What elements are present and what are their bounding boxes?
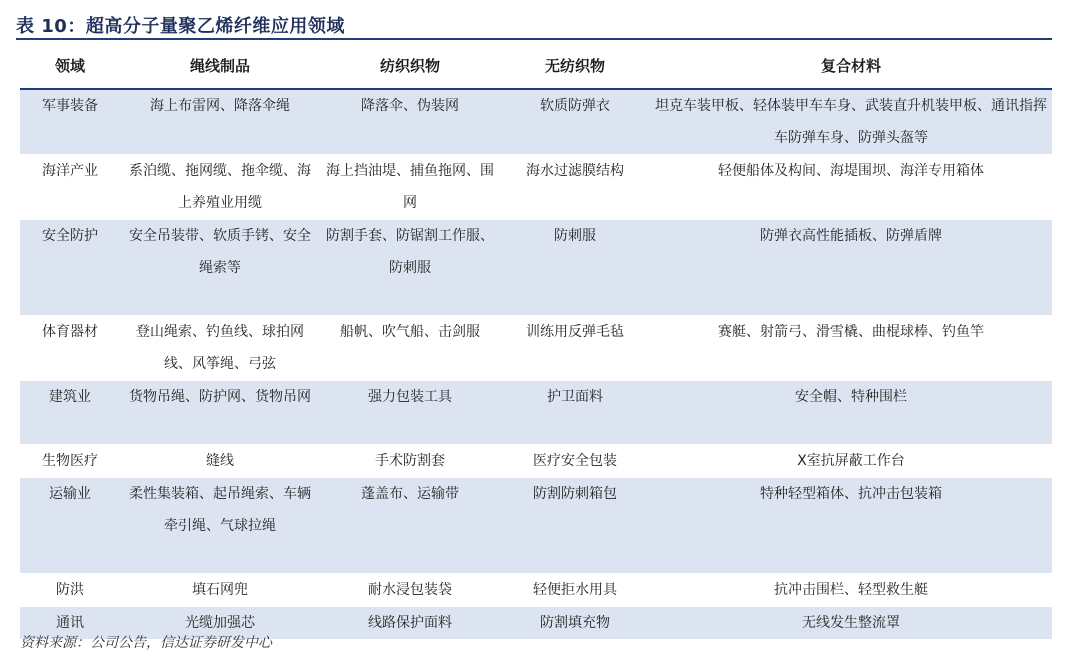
table-cell: 医疗安全包装 — [500, 445, 650, 478]
table-row — [20, 381, 1052, 445]
table-cell: 生物医疗 — [20, 445, 120, 478]
table-cell: 防刺服 — [500, 220, 650, 316]
table-cell: 坦克车装甲板、轻体装甲车车身、武装直升机装甲板、通讯指挥车防弹车身、防弹头盔等 — [650, 89, 1052, 155]
table-cell: 系泊缆、拖网缆、拖伞缆、海上养殖业用缆 — [120, 155, 320, 220]
table-cell: 耐水浸包装袋 — [320, 574, 500, 607]
table-row — [20, 155, 1052, 220]
header-rope: 绳线制品 — [120, 42, 320, 89]
table-cell: 护卫面料 — [500, 381, 650, 445]
table-cell: 填石网兜 — [120, 574, 320, 607]
table-cell: 防割填充物 — [500, 607, 650, 640]
table-cell: 无线发生整流罩 — [650, 607, 1052, 640]
table-cell: 海洋产业 — [20, 155, 120, 220]
table-cell: 强力包装工具 — [320, 381, 500, 445]
header-row — [20, 42, 1052, 89]
table-cell: 防弹衣高性能插板、防弹盾牌 — [650, 220, 1052, 316]
table-cell: 海上挡油堤、捕鱼拖网、围网 — [320, 155, 500, 220]
table-cell: 柔性集装箱、起吊绳索、车辆牵引绳、气球拉绳 — [120, 478, 320, 574]
table-cell: 缝线 — [120, 445, 320, 478]
table-cell: 防割手套、防锯割工作服、防刺服 — [320, 220, 500, 316]
title-rule — [16, 38, 1052, 40]
table-cell: X室抗屏蔽工作台 — [650, 445, 1052, 478]
table-cell: 训练用反弹毛毡 — [500, 316, 650, 381]
table-cell: 体育器材 — [20, 316, 120, 381]
table-cell: 货物吊绳、防护网、货物吊网 — [120, 381, 320, 445]
table-cell: 安全防护 — [20, 220, 120, 316]
header-field: 领域 — [20, 42, 120, 89]
table-row — [20, 316, 1052, 381]
table-cell: 登山绳索、钓鱼线、球拍网线、风筝绳、弓弦 — [120, 316, 320, 381]
table-cell: 安全帽、特种围栏 — [650, 381, 1052, 445]
source-note: 资料来源：公司公告，信达证券研发中心 — [20, 635, 272, 651]
table-cell: 赛艇、射箭弓、滑雪橇、曲棍球棒、钓鱼竿 — [650, 316, 1052, 381]
table-cell: 防洪 — [20, 574, 120, 607]
table-cell: 软质防弹衣 — [500, 89, 650, 155]
table-cell: 海上布雷网、降落伞绳 — [120, 89, 320, 155]
table-cell: 手术防割套 — [320, 445, 500, 478]
header-nonwoven: 无纺织物 — [500, 42, 650, 89]
table-cell: 安全吊装带、软质手铐、安全绳索等 — [120, 220, 320, 316]
table-row — [20, 574, 1052, 607]
table-cell: 线路保护面料 — [320, 607, 500, 640]
header-woven: 纺织织物 — [320, 42, 500, 89]
table-cell: 蓬盖布、运输带 — [320, 478, 500, 574]
table-cell: 轻便拒水用具 — [500, 574, 650, 607]
table-cell: 运输业 — [20, 478, 120, 574]
table-cell: 轻便船体及构间、海堤围坝、海洋专用箱体 — [650, 155, 1052, 220]
table-row — [20, 89, 1052, 155]
table-title: 表 10：超高分子量聚乙烯纤维应用领域 — [16, 16, 345, 37]
table-row — [20, 478, 1052, 574]
header-composite: 复合材料 — [650, 42, 1052, 89]
table-cell: 抗冲击围栏、轻型救生艇 — [650, 574, 1052, 607]
table-cell: 通讯 — [20, 607, 120, 640]
table-cell: 降落伞、伪装网 — [320, 89, 500, 155]
table-cell: 建筑业 — [20, 381, 120, 445]
application-table — [20, 42, 1052, 639]
table-cell: 光缆加强芯 — [120, 607, 320, 640]
table-cell: 防割防刺箱包 — [500, 478, 650, 574]
table-cell: 特种轻型箱体、抗冲击包装箱 — [650, 478, 1052, 574]
table-cell: 船帆、吹气船、击剑服 — [320, 316, 500, 381]
table-row — [20, 445, 1052, 478]
table-cell: 军事装备 — [20, 89, 120, 155]
table-cell: 海水过滤膜结构 — [500, 155, 650, 220]
table-row — [20, 220, 1052, 316]
